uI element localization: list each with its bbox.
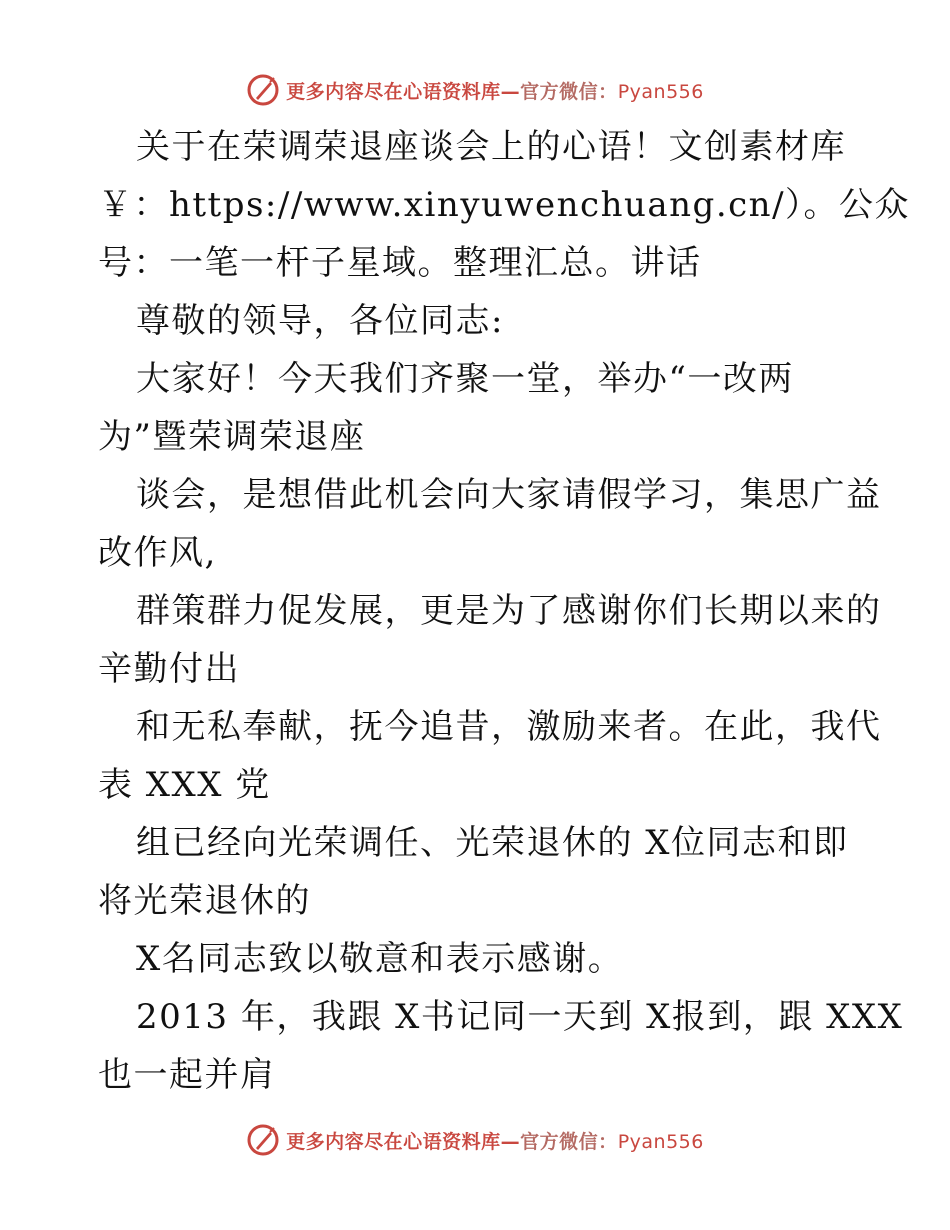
document-body (98, 118, 911, 1104)
text-line: X名同志致以敬意和表示感谢。 (136, 939, 624, 979)
text-line: 和无私奉献，抚今追昔，激励来者。在此，我代 (136, 707, 882, 747)
text-line: 辛勤付出 (98, 649, 240, 689)
text-line: 也一起并肩 (98, 1055, 276, 1095)
text-line: 组已经向光荣调任、光荣退休的 X位同志和即 (136, 823, 849, 863)
text-line: 将光荣退休的 (98, 881, 311, 921)
quill-logo-icon (246, 73, 280, 107)
text-line: 号：一笔一杆子星域。整理汇总。讲话 (98, 243, 702, 283)
text-line: 大家好！今天我们齐聚一堂，举办“一改两 (136, 359, 794, 399)
text-line: ￥：https://www.xinyuwenchuang.cn/）。公众 (98, 185, 911, 225)
header-watermark (0, 70, 950, 110)
text-line: 谈会，是想借此机会向大家请假学习，集思广益 (136, 475, 882, 515)
text-line: 表 XXX 党 (98, 765, 271, 805)
watermark-text: 更多内容尽在心语资料库—官方微信：Pyan556 (286, 80, 704, 103)
text-line: 2013 年，我跟 X书记同一天到 X报到，跟 XXX (136, 997, 904, 1037)
text-line: 关于在荣调荣退座谈会上的心语！文创素材库 (136, 127, 846, 167)
text-line: 群策群力促发展，更是为了感谢你们长期以来的 (136, 591, 882, 631)
text-line: 尊敬的领导，各位同志: (136, 301, 504, 341)
watermark-text: 更多内容尽在心语资料库—官方微信：Pyan556 (286, 1130, 704, 1153)
text-line: 为”暨荣调荣退座 (98, 417, 366, 457)
footer-watermark (0, 1120, 950, 1160)
text-line: 改作风, (98, 533, 217, 573)
quill-logo-icon (246, 1123, 280, 1157)
